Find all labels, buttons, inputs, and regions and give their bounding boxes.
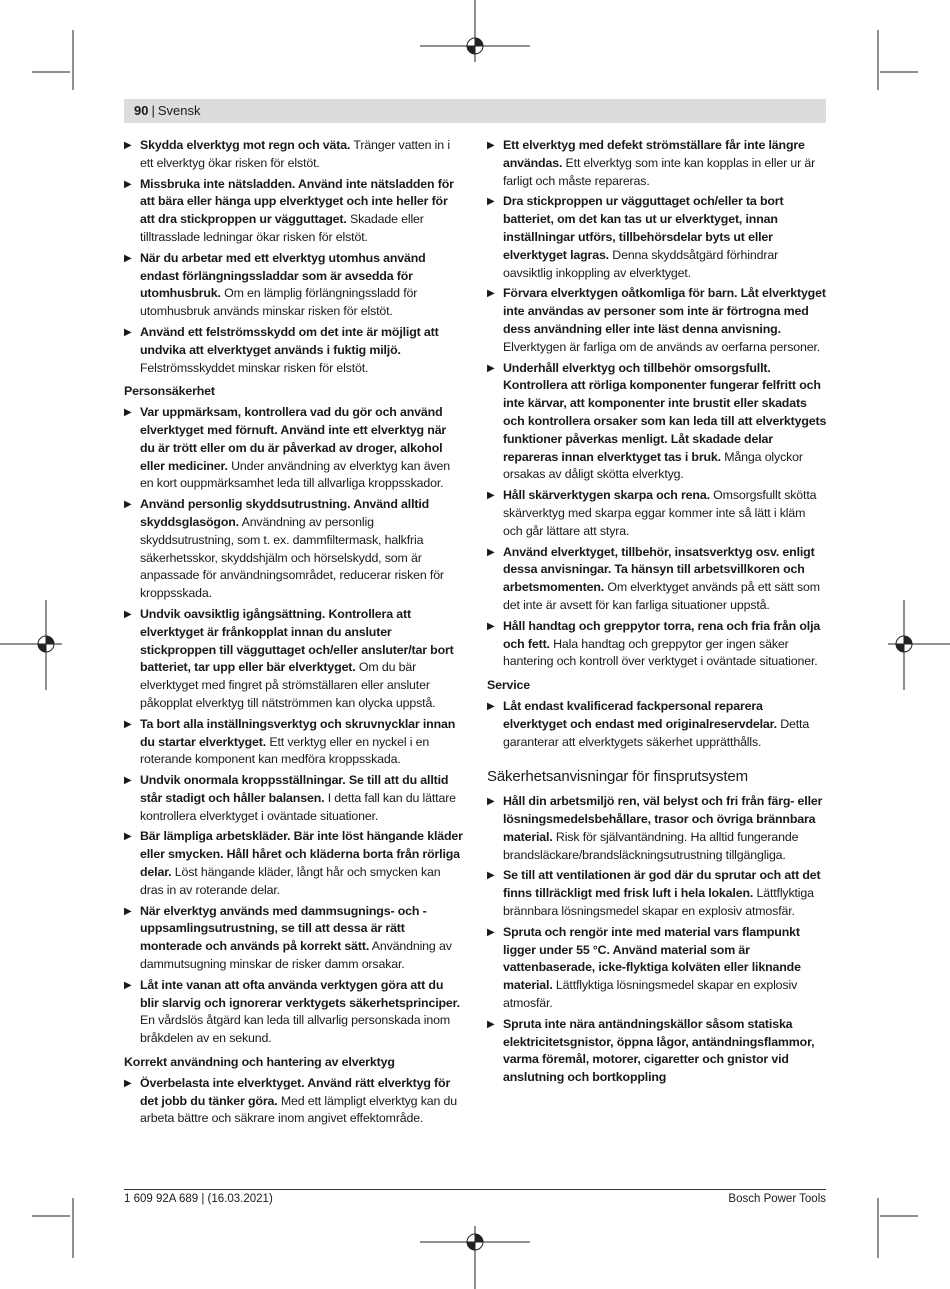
- item-bold-text: Ett elverktyg med defekt strömställare får inte längre användas.: [503, 138, 805, 170]
- item-bold-text: Håll din arbetsmiljö ren, väl belyst och fri från färg- eller lösningsmedelsbehållare, trasor och övriga brännbara material.: [503, 794, 823, 844]
- page-number: 90: [134, 103, 149, 118]
- bullet-arrow-icon: ▶: [124, 407, 132, 419]
- list-item: [124, 1075, 464, 1128]
- bullet-arrow-icon: ▶: [124, 979, 132, 991]
- item-body-text: Lättflyktiga brännbara lösningsmedel skapar en explosiv atmosfär.: [503, 886, 814, 919]
- item-bold-text: Undvik oavsiktlig igångsättning. Kontrollera att elverktyget är frånkopplat innan du ansluter stickproppen till vägguttaget och/eller ansluter/tar bort batteriet, tar upp eller bär elverktyget.: [140, 606, 454, 675]
- list-item: [487, 487, 827, 540]
- bullet-arrow-icon: ▶: [124, 178, 132, 190]
- footer-brand: Bosch Power Tools: [728, 1193, 826, 1205]
- list-item: [124, 828, 464, 899]
- list-item: [487, 618, 827, 671]
- item-body-text: Under användning av elverktyg kan även en kort ouppmärksamhet leda till allvarliga kroppsskador.: [140, 458, 450, 491]
- bullet-arrow-icon: ▶: [487, 140, 495, 151]
- bullet-arrow-icon: ▶: [487, 926, 495, 938]
- list-item: [124, 496, 464, 603]
- page-footer: [124, 1189, 826, 1205]
- item-bold-text: När du arbetar med ett elverktyg utomhus använd endast förlängningssladdar som är avsedda för utomhusbruk.: [140, 250, 426, 301]
- bullet-arrow-icon: ▶: [487, 490, 495, 502]
- list-item: [487, 285, 827, 356]
- bullet-arrow-icon: ▶: [487, 870, 495, 882]
- item-body-text: Hala handtag och greppytor ger ingen säker hantering och kontroll över verktyget i oväntade situationer.: [503, 636, 818, 669]
- list-item: [487, 193, 827, 282]
- section-heading: Service: [487, 678, 531, 693]
- item-bold-text: Håll skärverktygen skarpa och rena.: [503, 488, 710, 503]
- item-bold-text: Missbruka inte nätsladden. Använd inte nätsladden för att bära eller hänga upp elverktyget och inte heller för att dra stickproppen ur vägguttaget.: [140, 176, 454, 227]
- item-body-text: Elverktygen är farliga om de används av oerfarna personer.: [503, 339, 821, 354]
- item-body-text: I detta fall kan du lättare kontrollera elverktyget i oväntade situationer.: [140, 790, 456, 823]
- bullet-arrow-icon: ▶: [124, 608, 132, 620]
- list-item: [124, 404, 464, 493]
- list-item: [124, 606, 464, 713]
- bullet-arrow-icon: ▶: [487, 796, 495, 808]
- item-bold-text: Undvik onormala kroppsställningar. Se till att du alltid står stadigt och håller balansen.: [140, 773, 449, 805]
- bullet-arrow-icon: ▶: [124, 831, 132, 843]
- list-item: [487, 360, 827, 485]
- bullet-arrow-icon: ▶: [487, 546, 495, 558]
- section-heading: Personsäkerhet: [124, 384, 215, 399]
- list-item: [487, 793, 827, 864]
- item-bold-text: Spruta och rengör inte med material vars flampunkt ligger under 55 °C. Använd material som är vattenbaserade, icke-flyktiga kolväten eller liknande material.: [503, 924, 801, 993]
- item-body-text: Om du bär elverktyget med fingret på strömställaren eller ansluter påkopplat elverktyg till nätströmmen kan olycka uppstå.: [140, 660, 436, 710]
- list-item: [124, 324, 464, 377]
- item-bold-text: Skydda elverktyg mot regn och väta.: [140, 138, 351, 152]
- list-item: [124, 716, 464, 769]
- item-bold-text: Var uppmärksam, kontrollera vad du gör och använd elverktyget med förnuft. Använd inte ett elverktyg när du är trött eller om du är påverkad av droger, alkohol eller mediciner.: [140, 405, 447, 473]
- chapter-heading: Säkerhetsanvisningar för finsprutsystem: [487, 768, 748, 786]
- list-item: [487, 698, 827, 751]
- list-item: [124, 176, 464, 247]
- item-body-text: Risk för självantändning. Ha alltid fungerande brandsläckare/brandsläckningsutrustning tillgängliga.: [503, 829, 799, 862]
- item-body-text: Om en lämplig förlängningssladd för utomhusbruk används minskar risken för elstöt.: [140, 286, 418, 319]
- item-bold-text: Underhåll elverktyg och tillbehör omsorgsfullt. Kontrollera att rörliga komponenter fungerar felfritt och inte kärvar, att komponenter inte brustit eller skadats och kontrollera orsaker som kan leda till att elverktygets funktioner påverkas menligt. Låt skadade delar repareras innan elverktyget tas i bruk.: [503, 360, 827, 464]
- item-body-text: Ett elverktyg som inte kan kopplas in eller ur är farligt och måste repareras.: [503, 155, 816, 188]
- item-body-text: Denna skyddsåtgärd förhindrar oavsiktlig inkoppling av elverktyget.: [503, 247, 779, 280]
- bullet-arrow-icon: ▶: [487, 196, 495, 208]
- right-column: [487, 137, 827, 1090]
- bullet-arrow-icon: ▶: [124, 326, 132, 338]
- bullet-arrow-icon: ▶: [124, 499, 132, 511]
- list-item: [124, 903, 464, 974]
- bullet-arrow-icon: ▶: [487, 288, 495, 300]
- bullet-arrow-icon: ▶: [124, 775, 132, 787]
- item-body-text: En vårdslös åtgärd kan leda till allvarlig personskada inom bråkdelen av en sekund.: [140, 1013, 451, 1046]
- item-bold-text: Använd elverktyget, tillbehör, insatsverktyg osv. enligt dessa anvisningar. Ta hänsyn till arbetsvillkoren och arbetsmomenten.: [503, 544, 815, 595]
- bullet-arrow-icon: ▶: [487, 700, 495, 712]
- section-heading: Korrekt användning och hantering av elverktyg: [124, 1055, 395, 1070]
- bullet-arrow-icon: ▶: [487, 362, 495, 374]
- bullet-arrow-icon: ▶: [124, 718, 132, 730]
- footer-doc-id: 1 609 92A 689 | (16.03.2021): [124, 1193, 273, 1205]
- item-body-text: Med ett lämpligt elverktyg kan du arbeta bättre och säkrare inom angivet effektområde.: [140, 1093, 458, 1126]
- bullet-arrow-icon: ▶: [124, 252, 132, 264]
- list-item: [487, 137, 827, 190]
- item-bold-text: Använd personlig skyddsutrustning. Använd alltid skyddsglasögon.: [140, 497, 430, 529]
- item-body-text: Lättflyktiga lösningsmedel skapar en explosiv atmosfär.: [503, 978, 798, 1011]
- bullet-arrow-icon: ▶: [124, 905, 132, 917]
- header-language: Svensk: [157, 103, 201, 118]
- item-body-text: Tränger vatten in i ett elverktyg ökar risken för elstöt.: [140, 138, 450, 170]
- item-body-text: Omsorgsfullt skötta skärverktyg med skarpa eggar kommer inte så lätt i kläm och går lättare att styra.: [503, 488, 817, 538]
- item-body-text: Många olyckor orsakas av dåligt skötta elverktyg.: [503, 449, 803, 482]
- list-item: [124, 772, 464, 825]
- item-bold-text: Låt inte vanan att ofta använda verktygen göra att du blir slarvig och ignorerar verktygets säkerhetsprinciper.: [140, 977, 460, 1010]
- list-item: [487, 1016, 827, 1087]
- bullet-arrow-icon: ▶: [487, 620, 495, 632]
- list-item: [487, 924, 827, 1013]
- item-bold-text: Förvara elverktygen oåtkomliga för barn. Låt elverktyget inte användas av personer som inte är förtrogna med dess användning eller inte läst denna anvisning.: [503, 286, 826, 336]
- bullet-arrow-icon: ▶: [124, 140, 132, 151]
- item-body-text: Löst hängande kläder, långt hår och smycken kan dras in av roterande delar.: [140, 865, 441, 897]
- item-bold-text: Låt endast kvalificerad fackpersonal reparera elverktyget och endast med originalreservdelar.: [503, 698, 777, 731]
- list-item: [487, 867, 827, 920]
- item-bold-text: Bär lämpliga arbetskläder. Bär inte löst hängande kläder eller smycken. Håll håret och kläderna borta från rörliga delar.: [140, 829, 463, 880]
- item-body-text: Om elverktyget används på ett sätt som det inte är avsett för kan farliga situationer uppstå.: [503, 580, 820, 612]
- list-item: [124, 137, 464, 173]
- bullet-arrow-icon: ▶: [124, 1077, 132, 1089]
- list-item: [124, 250, 464, 321]
- item-body-text: Användning av dammutsugning minskar de risker damm orsakar.: [140, 939, 452, 972]
- list-item: [487, 544, 827, 615]
- item-bold-text: Ta bort alla inställningsverktyg och skruvnycklar innan du startar elverktyget.: [140, 716, 456, 749]
- item-body-text: Användning av personlig skyddsutrustning, som t. ex. dammfiltermask, halkfria säkerhetsskor, skyddshjälm och hörselskydd, som är anpassade för användningsområdet, reducerar risken för kroppsskada.: [140, 514, 444, 601]
- item-bold-text: Använd ett felströmsskydd om det inte är möjligt att undvika att elverktyget används i fuktig miljö.: [140, 324, 439, 357]
- item-bold-text: Överbelasta inte elverktyget. Använd rätt elverktyg för det jobb du tänker göra.: [140, 1075, 451, 1108]
- item-body-text: Ett verktyg eller en nyckel i en roterande komponent kan medföra kroppsskada.: [140, 734, 430, 767]
- bullet-arrow-icon: ▶: [487, 1018, 495, 1030]
- item-bold-text: När elverktyg används med dammsugnings- och -uppsamlingsutrustning, se till att dessa är rätt monterade och används på korrekt sätt.: [140, 903, 427, 954]
- item-body-text: Skadade eller tilltrasslade ledningar ökar risken för elstöt.: [140, 212, 424, 244]
- item-body-text: Detta garanterar att elverktygets säkerhet upprätthålls.: [503, 716, 810, 749]
- item-bold-text: Se till att ventilationen är god där du sprutar och att det finns tillräckligt med frisk luft i hela lokalen.: [503, 868, 821, 901]
- item-body-text: Felströmsskyddet minskar risken för elstöt.: [140, 360, 369, 375]
- left-column: [124, 137, 464, 1131]
- header-separator: |: [151, 103, 155, 118]
- page-header: [124, 99, 826, 123]
- list-item: [124, 977, 464, 1048]
- item-bold-text: Dra stickproppen ur vägguttaget och/eller ta bort batteriet, om det kan tas ut ur elverktyget, innan inställningar utförs, tillbehörsdelar byts ut eller elverktyget lagras.: [503, 194, 784, 262]
- item-bold-text: Håll handtag och greppytor torra, rena och fria från olja och fett.: [503, 618, 821, 651]
- item-bold-text: Spruta inte nära antändningskällor såsom statiska elektricitetsgnistor, öppna lågor, antändningsflammor, varma föremål, motorer, cigaretter och gnistor vid anslutning och bortkoppling: [503, 1016, 815, 1085]
